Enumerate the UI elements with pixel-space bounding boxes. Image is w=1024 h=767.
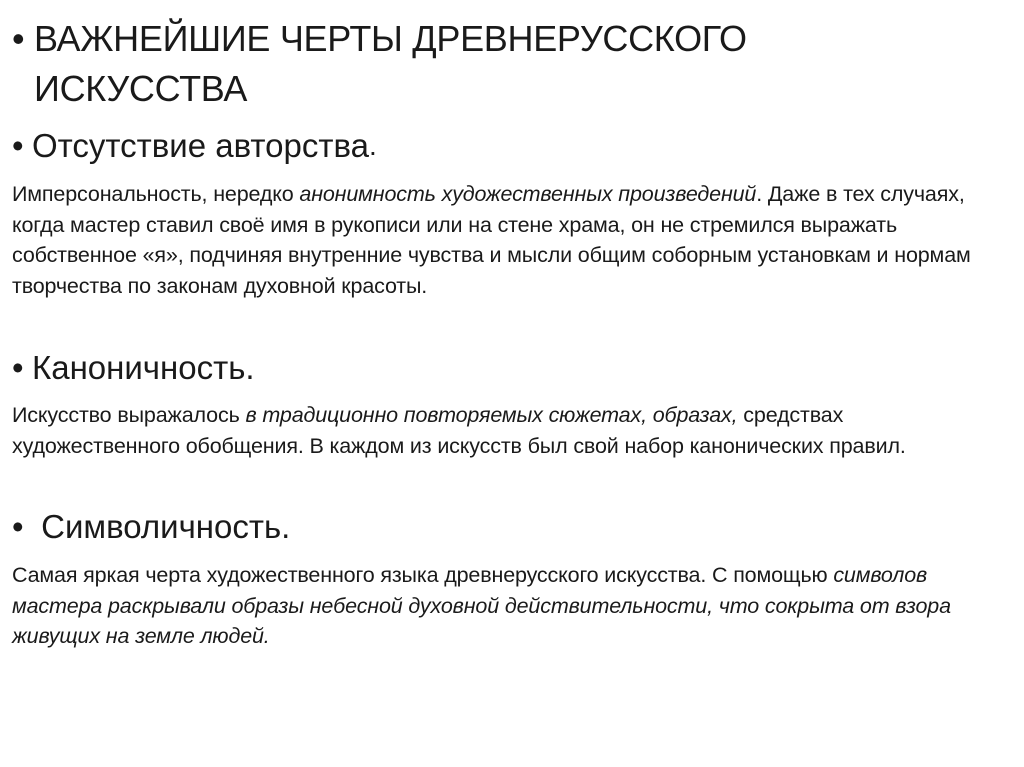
para-italic-text: в традиционно повторяемых сюжетах, образах, [245,403,738,427]
bullet-icon: • [12,18,25,59]
para-italic-text: символов мастера раскрывали образы небесной духовной действительности, что сокрыта от взора живущих на земле людей. [12,563,951,648]
para-text: . Даже в тех случаях, когда мастер ставил своё имя в рукописи или на стене храма, он не стремился выражать собственное «я», подчиняя внутренние чувства и мысли общим соборным установкам и нормам творчества по законам духовной красоты. [12,182,971,298]
heading-text: Символичность. [32,508,291,545]
section-heading-symbolism [12,507,290,547]
heading-suffix: . [369,130,377,161]
bullet-icon: • [12,127,24,164]
bullet-icon: • [12,349,24,386]
title-text [34,14,814,114]
para-text: средствах художественного обобщения. В каждом из искусств был свой набор канонических правил. [12,403,906,458]
section-paragraph-authorship [12,179,1012,301]
para-text: Имперсональность, нередко [12,182,300,206]
title-line-1: ВАЖНЕЙШИЕ ЧЕРТЫ ДРЕВНЕРУССКОГО [34,18,747,59]
para-italic-text: анонимность художественных произведений [299,182,757,206]
heading-text: Каноничность. [32,349,255,386]
para-text: Искусство выражалось [12,403,246,427]
section-heading-authorship [12,126,377,166]
title-line-2: ИСКУССТВА [34,68,248,109]
bullet-icon: • [12,508,24,545]
heading-text: Отсутствие авторства [32,127,369,164]
para-text: Самая яркая черта художественного языка древнерусского искусства. С помощью [12,563,834,587]
section-paragraph-symbolism [12,560,1012,652]
slide-title [12,14,814,114]
section-paragraph-canonicity [12,400,1012,461]
section-heading-canonicity [12,348,255,388]
